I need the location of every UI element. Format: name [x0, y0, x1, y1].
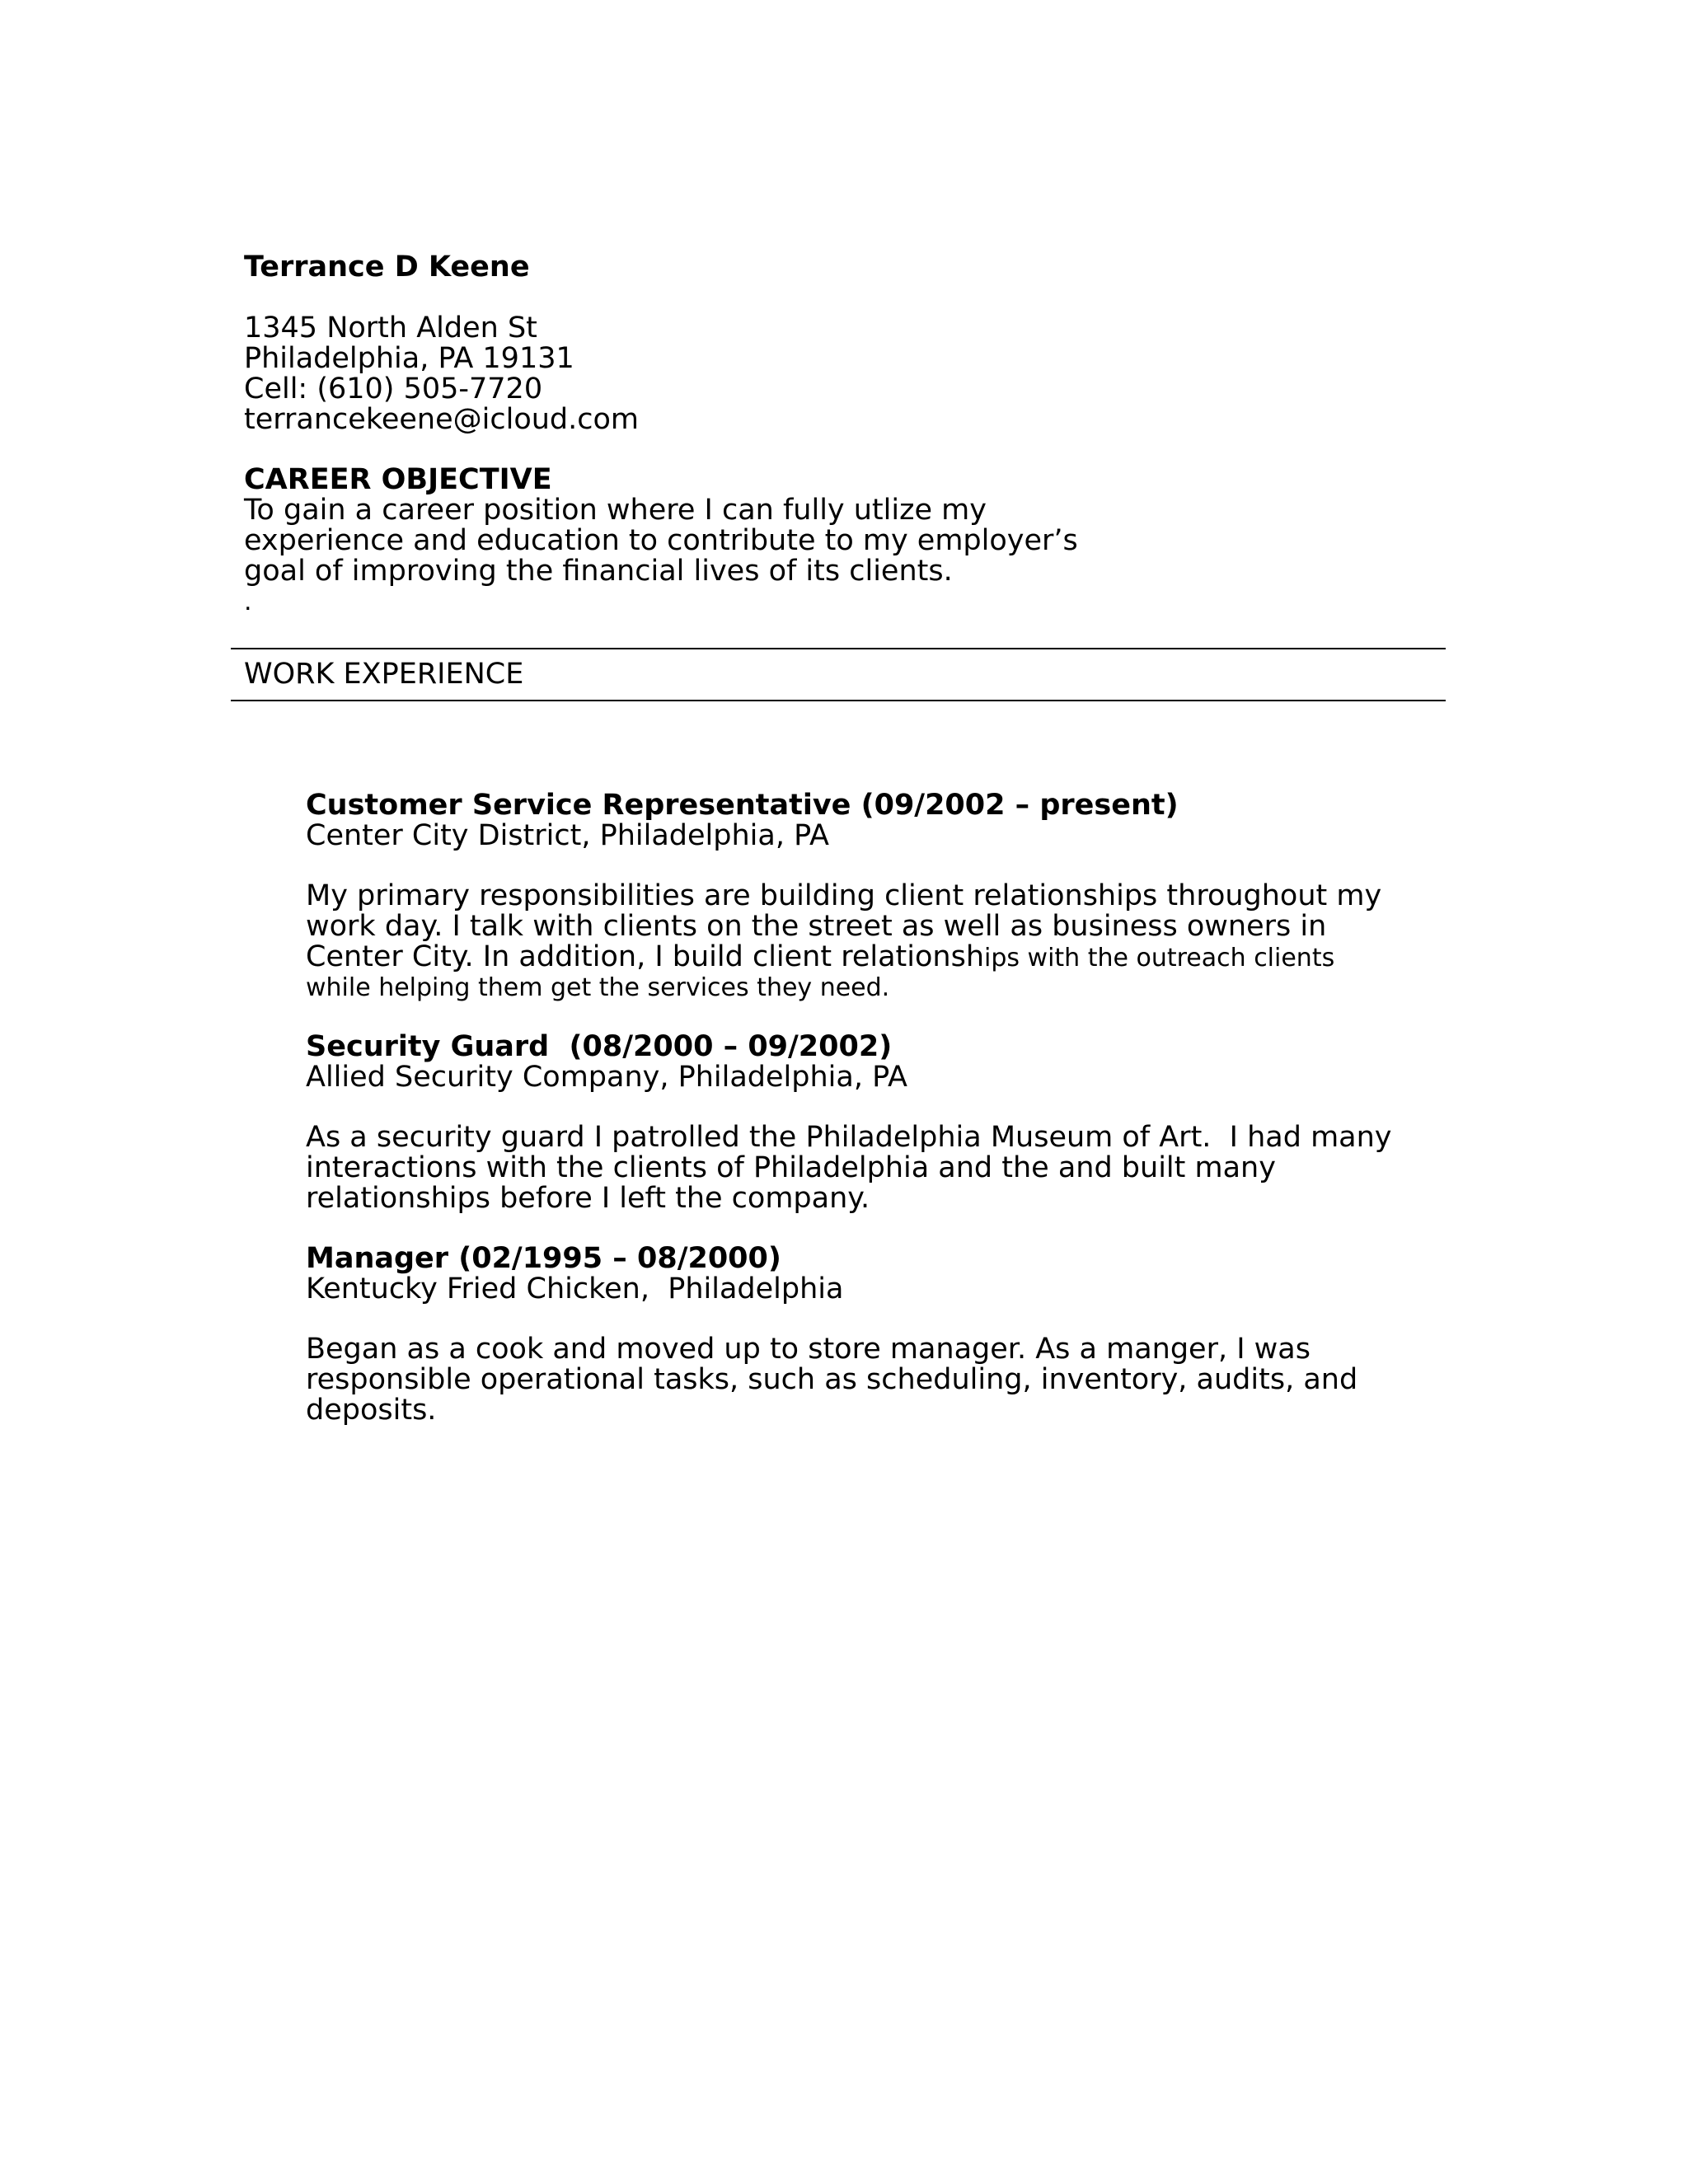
job-description-line: deposits.: [306, 1394, 437, 1427]
work-experience-heading: WORK EXPERIENCE: [244, 658, 524, 691]
job-description-line: interactions with the clients of Philadelphia and the and built many: [306, 1151, 1276, 1184]
job-employer: Center City District, Philadelphia, PA: [306, 819, 829, 852]
job-description-line: [306, 942, 1334, 973]
objective-line: experience and education to contribute to my employer’s: [244, 524, 1078, 557]
address-line-1: 1345 North Alden St: [244, 312, 537, 344]
section-bottom-rule: [231, 700, 1446, 701]
job-title: Customer Service Representative (09/2002 – present): [306, 789, 1179, 822]
section-top-rule: [231, 648, 1446, 649]
applicant-name: Terrance D Keene: [244, 251, 530, 284]
job-description-line: while helping them get the services they need.: [306, 973, 890, 1002]
job-description-line: As a security guard I patrolled the Philadelphia Museum of Art. I had many: [306, 1121, 1392, 1154]
job-description-line: Began as a cook and moved up to store manager. As a manger, I was: [306, 1333, 1311, 1366]
phone-number: Cell: (610) 505-7720: [244, 373, 543, 405]
job-description-fragment-small: ips with the outreach clients: [984, 944, 1335, 972]
job-employer: Allied Security Company, Philadelphia, PA: [306, 1061, 907, 1094]
address-line-2: Philadelphia, PA 19131: [244, 342, 574, 375]
job-description-line: relationships before I left the company.: [306, 1182, 870, 1215]
objective-line: To gain a career position where I can fully utlize my: [244, 494, 987, 527]
email-address: terrancekeene@icloud.com: [244, 403, 640, 436]
objective-stray-period: .: [244, 588, 252, 616]
job-employer: Kentucky Fried Chicken, Philadelphia: [306, 1272, 844, 1305]
objective-heading: CAREER OBJECTIVE: [244, 463, 552, 496]
job-title: Manager (02/1995 – 08/2000): [306, 1242, 781, 1275]
job-description-line: work day. I talk with clients on the street as well as business owners in: [306, 910, 1327, 943]
job-description-line: responsible operational tasks, such as scheduling, inventory, audits, and: [306, 1363, 1358, 1396]
objective-line: goal of improving the financial lives of its clients.: [244, 555, 953, 588]
job-description-line: My primary responsibilities are building client relationships throughout my: [306, 879, 1382, 912]
job-title: Security Guard (08/2000 – 09/2002): [306, 1030, 893, 1063]
job-description-fragment: Center City. In addition, I build client relationsh: [306, 940, 984, 973]
